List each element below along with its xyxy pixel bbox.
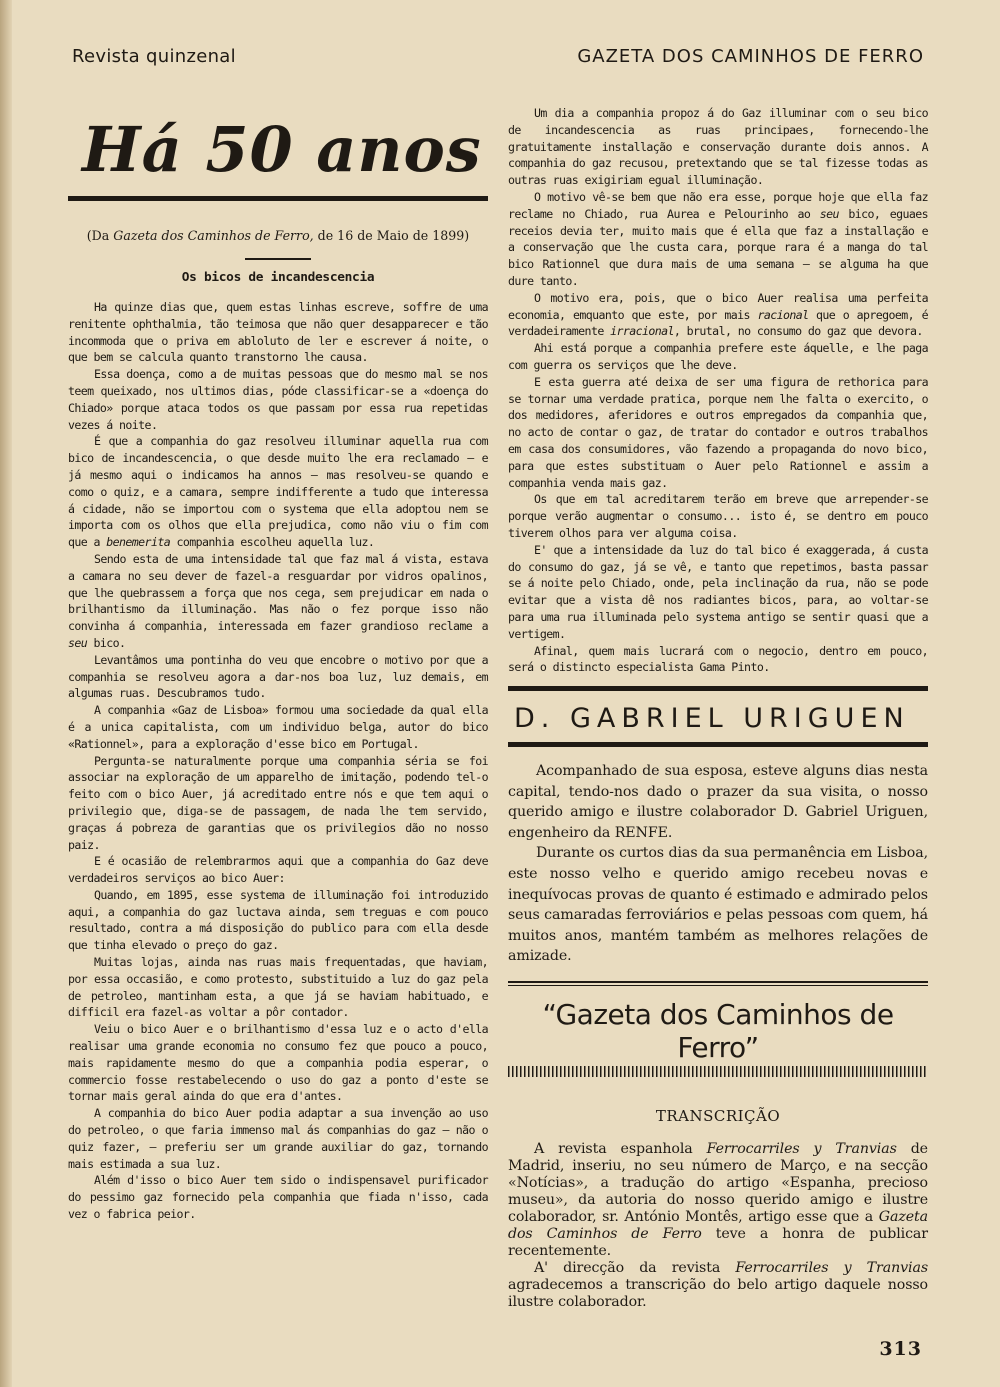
left-column	[68, 100, 488, 1223]
uriguen-heading: D. GABRIEL URIGUEN	[514, 703, 910, 735]
article-paragraph: A companhia «Gaz de Lisboa» formou uma sociedade da qual ella é a unica capitalista, com um individuo belga, autor do bico «Rationnel», para a exploração d'esse bico em Portugal.	[68, 703, 488, 751]
uriguen-body	[508, 761, 928, 967]
article-body-left	[68, 299, 488, 1223]
section-rule-top	[508, 686, 928, 691]
uriguen-paragraph: Acompanhado de sua esposa, esteve alguns dias nesta capital, tendo-nos dado o prazer da sua visita, o nosso querido amigo e ilustre colaborador D. Gabriel Uriguen, engenheiro da RENFE.	[508, 763, 928, 841]
transcricao-heading: TRANSCRIÇÃO	[655, 1107, 781, 1126]
article-title: Há 50 anos	[82, 113, 482, 186]
source-line	[68, 228, 488, 244]
article-paragraph: Quando, em 1895, esse systema de illuminação foi introduzido aqui, a companhia do gaz luctava ainda, sem treguas e com pouco resultado, contra a má disposição do publico para com ella desde que tinha elevado o preço do gaz.	[68, 887, 488, 953]
source-suffix: de 16 de Maio de 1899)	[313, 228, 470, 243]
running-header-left: Revista quinzenal	[72, 46, 236, 67]
article-paragraph: O motivo vê-se bem que não era esse, porque hoje que ella faz reclame no Chiado, rua Aurea e Pelourinho ao seu bico, eguaes receios devia ter, muito mais que é ella que faz a installação e a conservação que lhe custa cara, porque rara é a manga do tal bico Rationnel que dura mais de uma semana — se alguma ha que dure tanto.	[508, 189, 928, 288]
transcricao-paragraph: A' direcção da revista Ferrocarriles y Tranvias agradecemos a transcrição do belo artigo daquele nosso ilustre colaborador.	[508, 1260, 928, 1311]
article-paragraph: E é ocasião de relembrarmos aqui que a companhia do Gaz deve verdadeiros serviços ao bico Auer:	[68, 854, 488, 886]
article-paragraph: A companhia do bico Auer podia adaptar a sua invenção ao uso do petroleo, o que faria immenso mal ás companhias do gaz — não o quiz fazer, — preferiu ser um grande auxiliar do gaz, tornando mais estimada a sua luz.	[68, 1106, 488, 1171]
source-prefix: (Da	[86, 228, 114, 243]
short-rule	[245, 258, 311, 260]
article-paragraph: Pergunta-se naturalmente porque uma companhia séria se foi associar na exploração de um apparelho de imitação, podendo tel-o feito com o bico Auer, já acreditado entre nós e que tem aqui o privilegio que, diga-se de passagem, de nada lhe tem servido, graças á pobreza de garantias que os privilegios dão no nosso paiz.	[68, 753, 488, 852]
running-header-right: GAZETA DOS CAMINHOS DE FERRO	[577, 46, 924, 67]
page-number: 313	[879, 1338, 922, 1360]
title-rule	[68, 196, 488, 201]
article-paragraph: Essa doença, como a de muitas pessoas que do mesmo mal se nos teem queixado, nos ultimos dias, póde classificar-se a «doença do Chiado» porque ataca todos os que passam por essa rua repetidas vezes á noite.	[68, 367, 488, 432]
article-paragraph: Muitas lojas, ainda nas ruas mais frequentadas, que haviam, por essa occasião, e como protesto, substituido a luz do gaz pela de petroleo, mantinham esta, a que já se haviam habituado, e difficil era fazel-as voltar a pôr contador.	[68, 955, 488, 1020]
article-paragraph: Veiu o bico Auer e o brilhantismo d'essa luz e o acto d'ella realisar uma grande economia no consumo fez que pouco a pouco, mais rapidamente mesmo do que a companhia podia esperar, o commercio fosse restabelecendo o uso do gaz a ponto d'este se tornar mais geral ainda do que era d'antes.	[68, 1022, 488, 1104]
article-paragraph: Ahi está porque a companhia prefere este áquelle, e lhe paga com guerra os serviços que lhe deve.	[508, 341, 928, 372]
page-edge	[0, 0, 12, 1387]
section-rule-bottom	[508, 742, 928, 747]
article-paragraph: É que a companhia do gaz resolveu illuminar aquella rua com bico de incandescencia, o que desde muito lhe era reclamado — e já mesmo aqui o indicamos ha annos — mas resolveu-se quando e como o quiz, e a camara, sempre indifferente a tudo que interessa á cidade, não se importou com o systema que ella adoptou nem se importa com os olhos que ella prejudica, como não viu o fim com que a benemerita companhia escolheu aquella luz.	[68, 434, 488, 550]
transcricao-paragraph: A revista espanhola Ferrocarriles y Tranvias de Madrid, inseriu, no seu número de Março, e na secção «Notícias», a tradução do artigo «Espanha, precioso museu», da autoria do nosso querido amigo e ilustre colaborador, sr. António Montês, artigo esse que a Gazeta dos Caminhos de Ferro teve a honra de publicar recentemente.	[508, 1141, 928, 1260]
article-paragraph: Afinal, quem mais lucrará com o negocio, dentro em pouco, será o distincto especialista Gama Pinto.	[508, 643, 928, 675]
article-subtitle: Os bicos de incandescencia	[181, 270, 375, 285]
masthead-rule-thin	[508, 985, 928, 986]
masthead-rule	[508, 981, 928, 983]
source-italic: Gazeta dos Caminhos de Ferro,	[113, 228, 314, 243]
article-paragraph: E' que a intensidade da luz do tal bico é exaggerada, á custa do consumo do gaz, já se vê, e tanto que repetimos, basta passar se á noite pelo Chiado, onde, pela inclinação da rua, não se pode evitar que a vista dê nos radiantes bicos, para, ao voltar-se para uma rua illuminada pelo systema antigo se sentir quasi que a vertigem.	[508, 542, 928, 641]
uriguen-paragraph: Durante os curtos dias da sua permanência em Lisboa, este nosso velho e querido amigo recebeu novas e inequívocas provas de quanto é estimado e admirado pelos seus camaradas ferroviários e pelas pessoas com quem, há muitos anos, mantém também as melhores relações de amizade.	[508, 845, 928, 965]
article-paragraph: Sendo esta de uma intensidade tal que faz mal á vista, estava a camara no seu dever de fazel-a resguardar por vidros opalinos, que lhe quebrassem a força que nos cega, sem prejudicar em nada o brilhantismo da illuminação. Mas não o fez porque isso não convinha á companhia, interessada em fazer grandioso reclame a seu bico.	[68, 551, 488, 650]
article-paragraph: Além d'isso o bico Auer tem sido o indispensavel purificador do pessimo gaz fornecido pela companhia que fiada n'isso, cada vez o fabrica peior.	[68, 1173, 488, 1222]
article-body-right	[508, 105, 928, 676]
article-paragraph: Ha quinze dias que, quem estas linhas escreve, soffre de uma renitente ophthalmia, tão teimosa que não quer desapparecer e tão incommoda que o priva em abloluto de ler e escrever á noite, o que bem se calcula quanto transtorno lhe causa.	[68, 300, 488, 365]
article-paragraph: O motivo era, pois, que o bico Auer realisa uma perfeita economia, emquanto que este, por mais racional que o apregoem, é verdadeiramente irracional, brutal, no consumo do gaz que devora.	[508, 290, 928, 339]
article-paragraph: Os que em tal acreditarem terão em breve que arrepender-se porque verão augmentar o consumo... isto é, se dentro em pouco tiverem olhos para ver alguma coisa.	[508, 492, 928, 540]
transcricao-body	[508, 1141, 928, 1311]
masthead-hatch	[508, 1066, 928, 1077]
masthead-title: “Gazeta dos Caminhos de Ferro”	[542, 998, 894, 1065]
article-paragraph: Levantâmos uma pontinha do veu que encobre o motivo por que a companhia se resolveu agora a dar-nos boa luz, luz demais, em algumas ruas. Descubramos tudo.	[68, 652, 488, 701]
article-paragraph: Um dia a companhia propoz á do Gaz illuminar com o seu bico de incandescencia as ruas principaes, fornecendo-lhe gratuitamente installação e conservação durante dois annos. A companhia do gaz recusou, pretextando que se tal fizesse todas as outras ruas exigiriam egual illuminação.	[508, 106, 928, 188]
right-column	[508, 105, 928, 1311]
article-paragraph: E esta guerra até deixa de ser uma figura de rethorica para se tornar uma verdade pratica, porque nem lhe falta o exercito, o dos medidores, aferidores e outros empregados da companhia que, no acto de contar o gaz, de tratar do contador e outros trabalhos em casa dos consumidores, vão fazendo a propaganda do novo bico, para que estes substituam o Auer pelo Rationnel e assim a companhia venda mais gaz.	[508, 374, 928, 490]
